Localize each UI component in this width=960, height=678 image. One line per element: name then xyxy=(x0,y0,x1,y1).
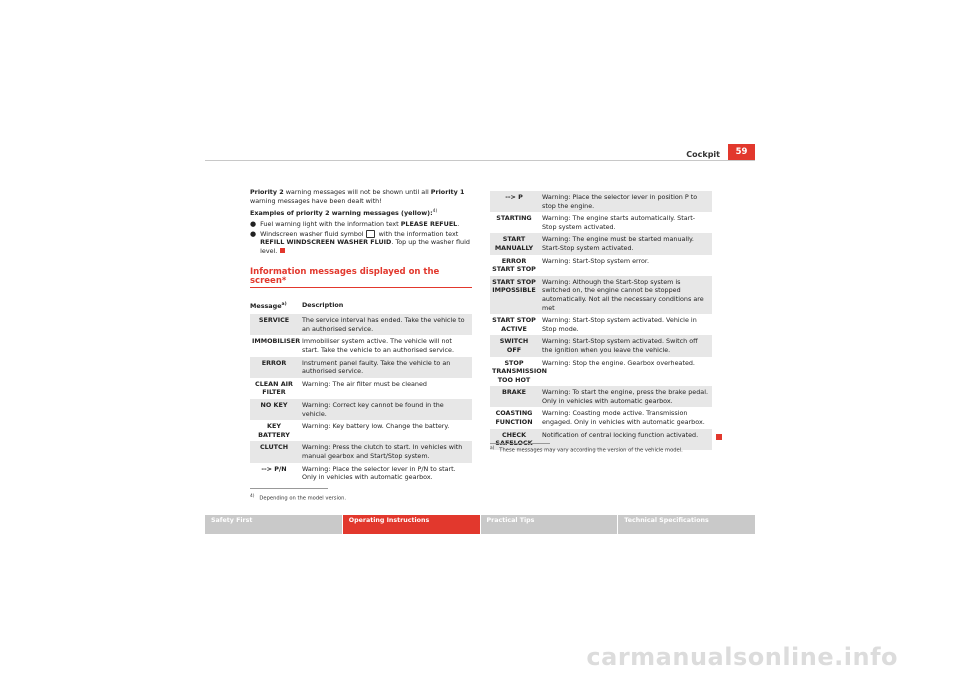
message-code: CLUTCH xyxy=(250,441,298,462)
examples-title: Examples of priority 2 warning messages (yellow): xyxy=(250,209,433,218)
message-description: Warning: The engine must be started manually. Start-Stop system activated. xyxy=(538,233,712,254)
section-title: Information messages displayed on the screen* xyxy=(250,268,472,288)
intro-priority2: Priority 2 xyxy=(250,188,284,196)
message-code: IMMOBILISER xyxy=(252,337,301,346)
message-description: Warning: Correct key cannot be found in the vehicle. xyxy=(298,399,472,420)
message-code: SERVICE xyxy=(250,314,298,335)
right-footnote-rule xyxy=(490,443,550,444)
left-footnote: $^{4)}$ Depending on the model version. xyxy=(250,494,347,502)
message-description: Warning: The air filter must be cleaned xyxy=(302,379,427,388)
message-description: Warning: Start-Stop system activated. Switch off the ignition when you leave the vehicle. xyxy=(538,335,712,356)
message-description: The service interval has ended. Take the vehicle to an authorised service. xyxy=(298,314,472,335)
message-code: SWITCH OFF xyxy=(490,335,538,356)
right-message-table xyxy=(490,191,712,450)
intro-priority1: Priority 1 xyxy=(430,188,465,196)
message-description: Warning: The engine starts automatically. Start-Stop system activated. xyxy=(542,214,696,231)
header-title: Cockpit xyxy=(686,150,720,159)
bullet-text: Windscreen washer fluid symbol with the information text REFILL WINDSCREEN WASHER FLUID. Top up the washer fluid level. xyxy=(260,229,470,255)
message-description: Warning: To start the engine, press the brake pedal. Only in vehicles with automatic gearbox. xyxy=(538,386,712,407)
examples-heading xyxy=(250,208,472,218)
end-mark-icon xyxy=(280,248,285,253)
message-description: Warning: Although the Start-Stop system is switched on, the engine cannot be stopped automatically. Not all the necessary conditions are met xyxy=(538,276,712,314)
message-code: CLEAN AIR FILTER xyxy=(255,379,293,397)
message-code: NO KEY xyxy=(250,399,298,420)
tab-operating-instructions[interactable]: Operating Instructions xyxy=(343,515,481,534)
bullet-dot: ● xyxy=(250,219,257,228)
message-description: Warning: Start-Stop system error. xyxy=(542,256,649,265)
bullet-dot: ● xyxy=(250,229,257,238)
examples-footnote-ref: 4) xyxy=(432,209,438,215)
message-code: CHECK xyxy=(490,429,538,450)
left-message-table xyxy=(250,314,472,484)
message-code: START MANUALLY xyxy=(490,233,538,254)
message-description: Warning: Place the selector lever in P/N to start. Only in vehicles with automatic gearbox. xyxy=(302,464,456,482)
message-description: Instrument panel faulty. Take the vehicle to an authorised service. xyxy=(298,357,472,378)
message-description: Warning: Stop the engine. Gearbox overheated. xyxy=(542,358,695,367)
left-column xyxy=(250,188,472,484)
message-description: Warning: Press the clutch to start. In vehicles with manual gearbox and Start/Stop system. xyxy=(298,441,472,462)
message-code: ERROR START STOP xyxy=(492,256,536,274)
message-code: --> P/N xyxy=(261,464,287,473)
end-mark-icon xyxy=(716,434,722,440)
bullet-washer xyxy=(250,230,472,256)
message-code: STARTING xyxy=(496,214,532,223)
message-code: STOP TRANSMISSION TOO HOT xyxy=(492,358,547,384)
page-number: 59 xyxy=(728,144,755,161)
message-code: BRAKE xyxy=(490,386,538,407)
left-footnote-rule xyxy=(250,488,328,489)
tab-safety-first[interactable]: Safety First xyxy=(205,515,343,534)
message-code: START STOP ACTIVE xyxy=(492,316,536,333)
right-column xyxy=(490,191,712,450)
watermark: carmanualsonline.info xyxy=(586,643,898,671)
message-description: Warning: Place the selector lever in position P to stop the engine. xyxy=(538,191,712,212)
message-description: Warning: Coasting mode active. Transmission engaged. Only in vehicles with automatic gearbox. xyxy=(542,409,705,427)
bullet-text: Fuel warning light with the information text PLEASE REFUEL. xyxy=(260,219,460,228)
message-description: Warning: Key battery low. Change the battery. xyxy=(302,422,450,431)
table-header xyxy=(250,298,472,314)
header-rule xyxy=(205,160,755,161)
message-description: Warning: Start-Stop system activated. Vehicle in Stop mode. xyxy=(542,316,697,333)
intro-text: warning messages will not be shown until all xyxy=(283,188,431,196)
bullet-fuel xyxy=(250,220,472,229)
col-header-message: Message$^{a)}$ xyxy=(250,302,287,311)
col-header-description: Description xyxy=(302,301,344,310)
washer-fluid-icon xyxy=(366,230,375,238)
message-code: COASTING FUNCTION xyxy=(495,409,533,427)
message-code: START STOP IMPOSSIBLE xyxy=(490,276,538,314)
footer-tabs xyxy=(205,515,755,534)
tab-practical-tips[interactable]: Practical Tips xyxy=(481,515,619,534)
tab-technical-specifications[interactable]: Technical Specifications xyxy=(618,515,755,534)
message-code: KEY BATTERY xyxy=(258,422,290,439)
message-description: Notification of central locking function activated. xyxy=(538,429,712,450)
message-description: Immobiliser system active. The vehicle will not start. Take the vehicle to an authorised service. xyxy=(302,337,455,354)
message-code: --> P xyxy=(490,191,538,212)
intro-text-end: warning messages have been dealt with! xyxy=(250,196,382,205)
intro-paragraph xyxy=(250,188,472,205)
message-code: ERROR xyxy=(250,357,298,378)
right-footnote: $^{a)}$ These messages may vary according the version of the vehicle model. xyxy=(490,446,683,454)
